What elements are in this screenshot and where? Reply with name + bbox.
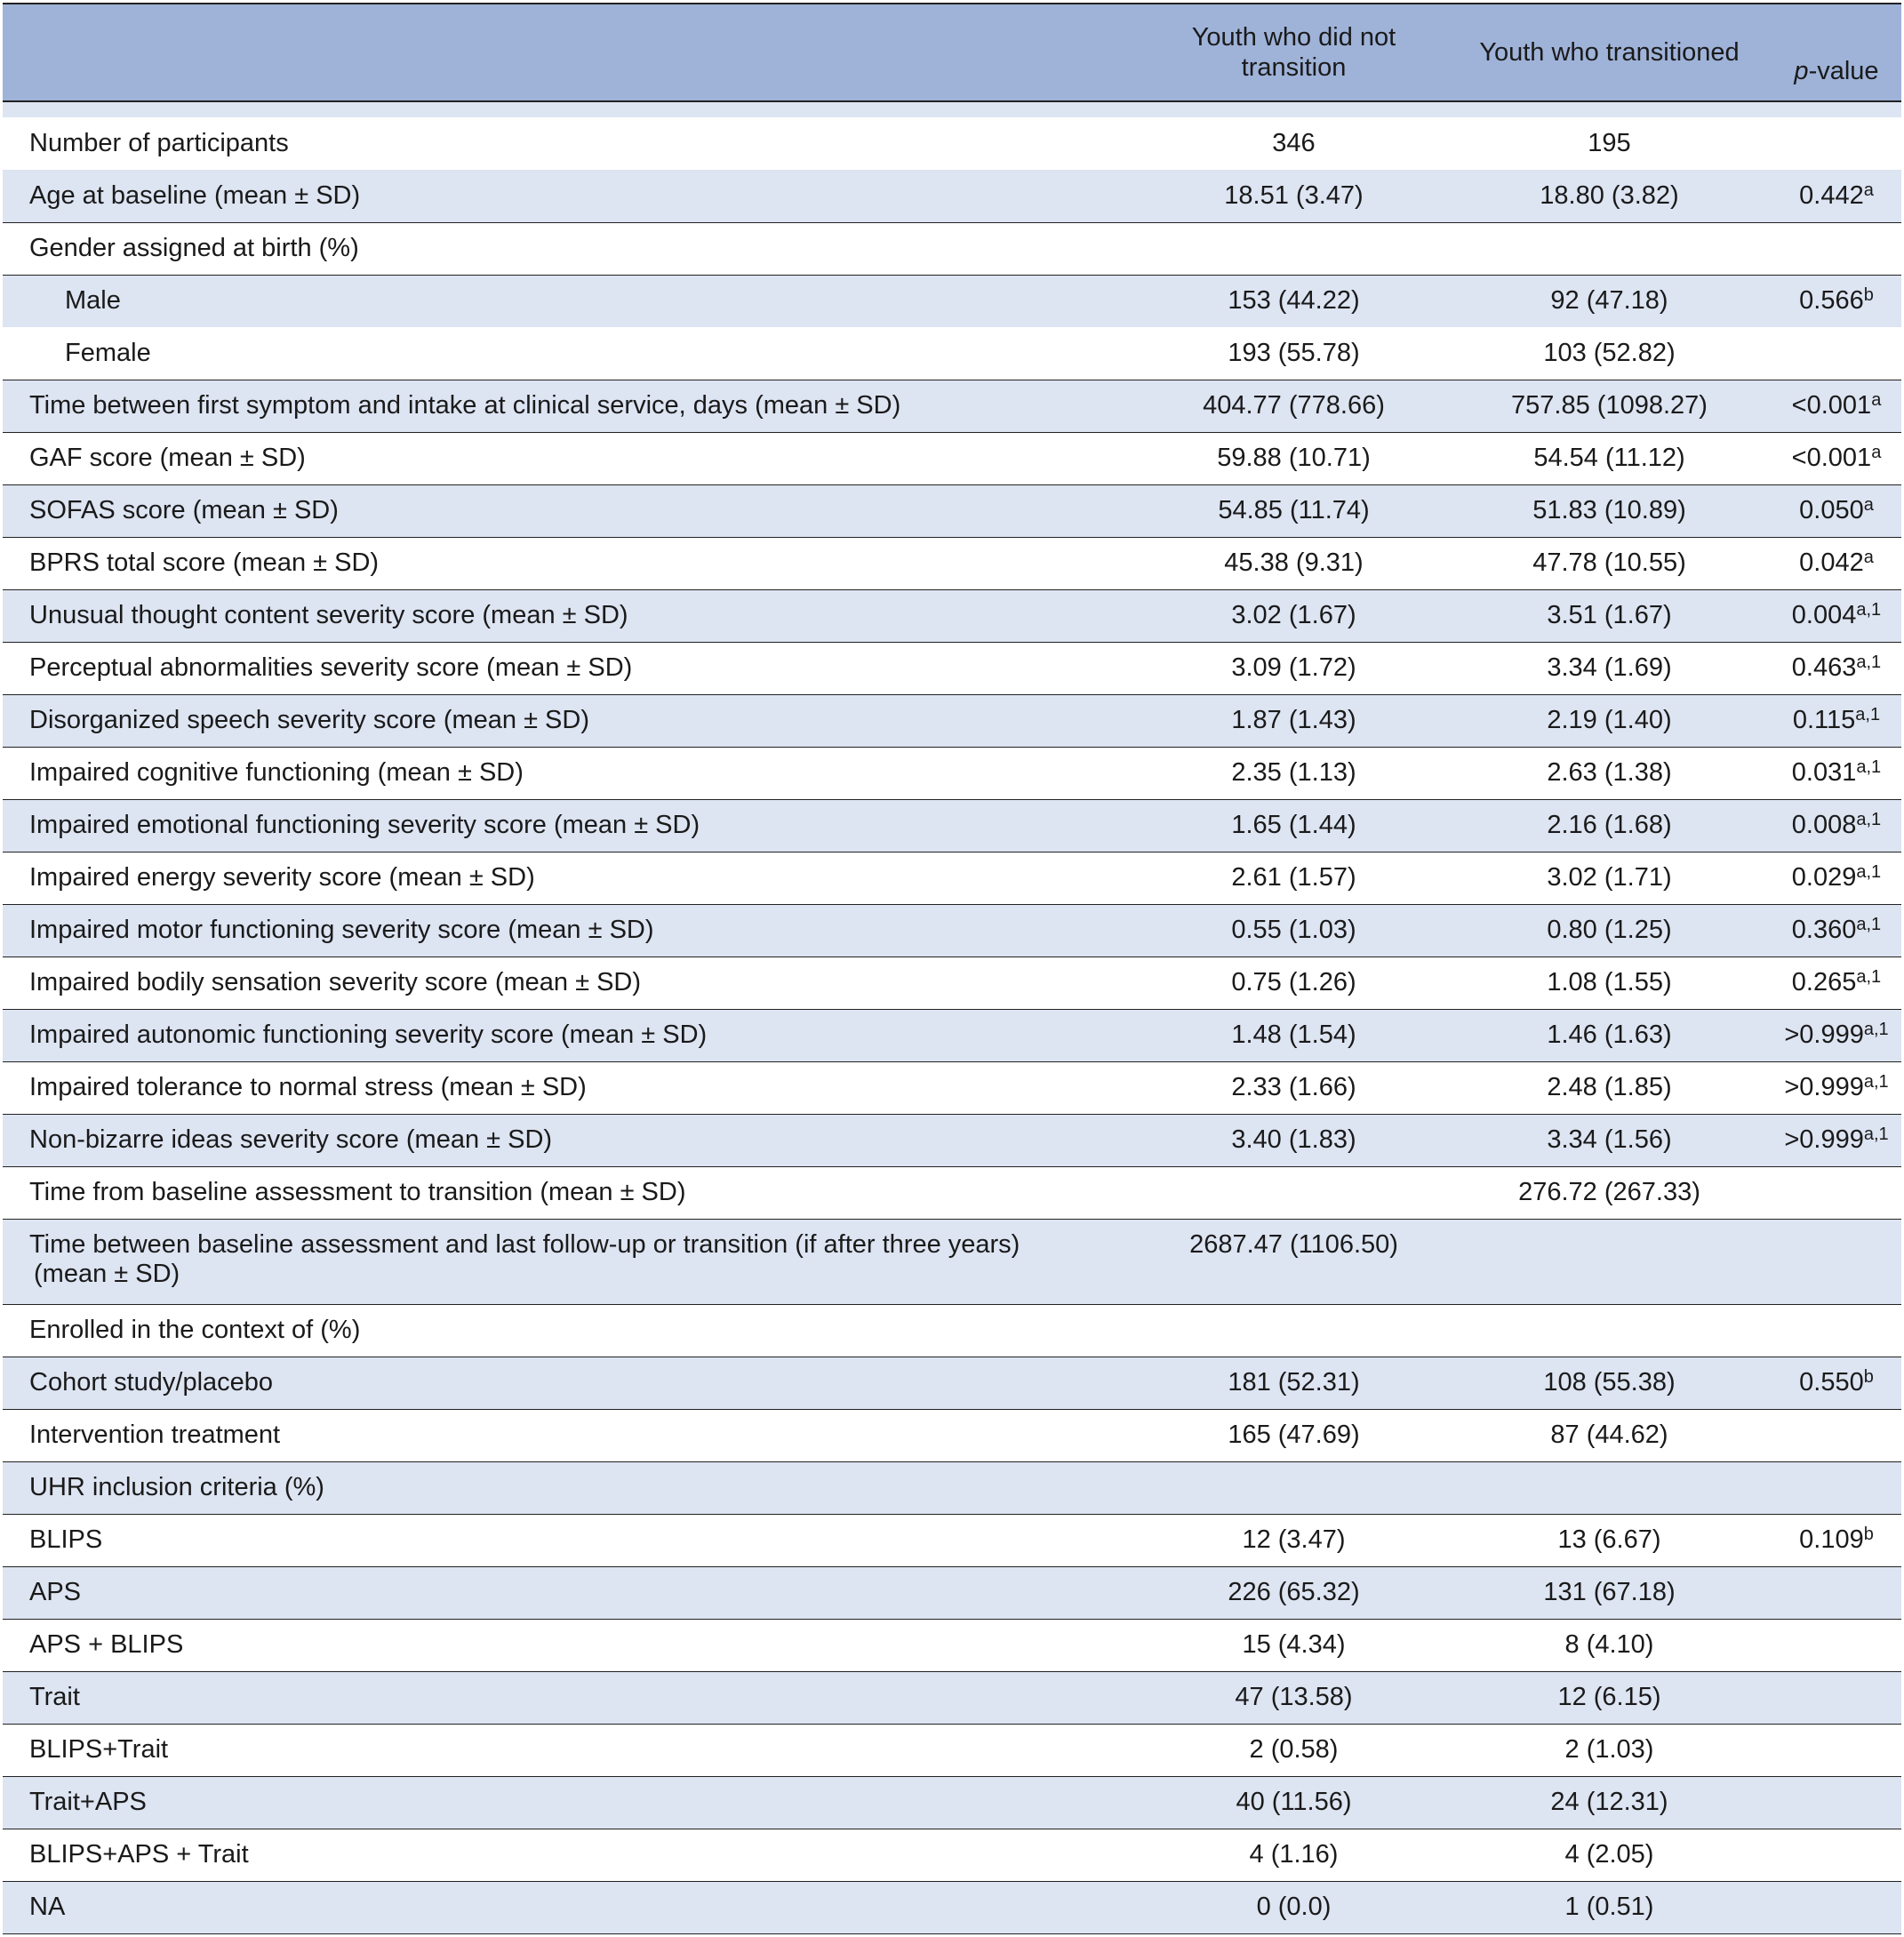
p-value-footnote: a,1 bbox=[1856, 652, 1882, 672]
p-value-footnote: a,1 bbox=[1863, 1020, 1889, 1039]
cell-p-value: 0.042$^a$ bbox=[1772, 537, 1901, 589]
cell-no-transition: 2687.47 (1106.50) bbox=[1140, 1219, 1447, 1304]
table-row bbox=[3, 956, 1901, 1009]
cell-no-transition: 153 (44.22) bbox=[1228, 286, 1360, 316]
row-label: BLIPS+APS + Trait bbox=[3, 1829, 1140, 1881]
table-row bbox=[3, 1514, 1901, 1566]
p-value-footnote: a bbox=[1863, 495, 1874, 515]
cell-no-transition bbox=[1140, 222, 1447, 275]
cell-no-transition: 15 (4.34) bbox=[1140, 1619, 1447, 1671]
cell-no-transition: 3.40 (1.83) bbox=[1140, 1114, 1447, 1166]
p-value-footnote: b bbox=[1863, 1525, 1874, 1544]
cell-p-value bbox=[1772, 1829, 1901, 1881]
table-row bbox=[3, 1881, 1901, 1933]
spacer-row bbox=[3, 101, 1901, 117]
cell-transition: 92 (47.18) bbox=[1550, 286, 1668, 316]
cell-transition: 3.02 (1.71) bbox=[1447, 852, 1772, 904]
table-row bbox=[3, 275, 1901, 327]
p-value-footnote: a bbox=[1871, 443, 1882, 462]
cell-transition: 47.78 (10.55) bbox=[1447, 537, 1772, 589]
cell-p-value: 0.029$^{a,1}$ bbox=[1772, 852, 1901, 904]
baseline-characteristics-table bbox=[3, 3, 1901, 1934]
table-row bbox=[3, 1829, 1901, 1881]
table-row bbox=[3, 799, 1901, 852]
cell-p-value: 0.550$^b$ bbox=[1772, 1357, 1901, 1409]
row-label: APS bbox=[3, 1566, 1140, 1619]
cell-transition bbox=[1447, 1219, 1772, 1304]
table-row bbox=[3, 1566, 1901, 1619]
cell-p-value: <0.001$^a$ bbox=[1772, 432, 1901, 484]
header-p-value: p-value bbox=[1794, 57, 1879, 85]
cell-transition: 8 (4.10) bbox=[1447, 1619, 1772, 1671]
cell-transition bbox=[1447, 1304, 1772, 1357]
row-label: NA bbox=[3, 1881, 1140, 1933]
row-label: Age at baseline (mean ± SD) bbox=[3, 170, 1140, 222]
cell-p-value: $>0.999^{a,1}$ bbox=[1772, 1061, 1901, 1114]
cell-transition: 87 (44.62) bbox=[1447, 1409, 1772, 1461]
p-value-footnote: a bbox=[1871, 390, 1882, 410]
cell-p-value: 0.566$^b$ bbox=[1799, 285, 1874, 316]
cell-transition: 757.85 (1098.27) bbox=[1447, 380, 1772, 432]
cell-p-value: $>0.999^{a,1}$ bbox=[1772, 1114, 1901, 1166]
cell-no-transition: 12 (3.47) bbox=[1140, 1514, 1447, 1566]
table-row bbox=[3, 904, 1901, 956]
cell-transition: 103 (52.82) bbox=[1447, 327, 1772, 380]
table-row bbox=[3, 1409, 1901, 1461]
row-label: BPRS total score (mean ± SD) bbox=[3, 537, 1140, 589]
cell-transition: 13 (6.67) bbox=[1447, 1514, 1772, 1566]
cell-no-transition: 54.85 (11.74) bbox=[1140, 484, 1447, 537]
cell-transition: 2.16 (1.68) bbox=[1447, 799, 1772, 852]
cell-p-value: 0.109$^b$ bbox=[1772, 1514, 1901, 1566]
cell-transition: 1 (0.51) bbox=[1447, 1881, 1772, 1933]
cell-no-transition: 1.65 (1.44) bbox=[1140, 799, 1447, 852]
row-label: Impaired emotional functioning severity score (mean ± SD) bbox=[3, 799, 1140, 852]
cell-transition: 1.08 (1.55) bbox=[1447, 956, 1772, 1009]
row-label: Impaired tolerance to normal stress (mean ± SD) bbox=[3, 1061, 1140, 1114]
table-row bbox=[3, 222, 1901, 275]
cell-no-transition: 0 (0.0) bbox=[1140, 1881, 1447, 1933]
cell-no-transition: 346 bbox=[1272, 129, 1316, 157]
cell-transition: 3.51 (1.67) bbox=[1447, 589, 1772, 642]
cell-no-transition: 45.38 (9.31) bbox=[1140, 537, 1447, 589]
cell-no-transition: 3.09 (1.72) bbox=[1140, 642, 1447, 694]
row-label: BLIPS bbox=[3, 1514, 1140, 1566]
cell-p-value: 0.442$^a$ bbox=[1772, 170, 1901, 222]
cell-no-transition: 4 (1.16) bbox=[1140, 1829, 1447, 1881]
cell-p-value bbox=[1772, 117, 1901, 170]
table-row bbox=[3, 1357, 1901, 1409]
p-value-footnote: a,1 bbox=[1856, 967, 1882, 987]
header-no-transition: Youth who did not transition bbox=[1191, 23, 1396, 82]
p-value-footnote: a bbox=[1863, 548, 1874, 567]
table-row bbox=[3, 1724, 1901, 1776]
table-row bbox=[3, 1114, 1901, 1166]
row-label: BLIPS+Trait bbox=[3, 1724, 1140, 1776]
cell-no-transition: 0.75 (1.26) bbox=[1140, 956, 1447, 1009]
cell-transition: 195 bbox=[1588, 129, 1631, 157]
cell-no-transition bbox=[1140, 1461, 1447, 1514]
row-label: Trait+APS bbox=[3, 1776, 1140, 1829]
cell-p-value: 0.265$^{a,1}$ bbox=[1772, 956, 1901, 1009]
cell-no-transition: 2.61 (1.57) bbox=[1140, 852, 1447, 904]
cell-p-value: 0.050$^a$ bbox=[1772, 484, 1901, 537]
cell-transition: 0.80 (1.25) bbox=[1447, 904, 1772, 956]
p-value-footnote: b bbox=[1863, 1367, 1874, 1387]
cell-no-transition: 165 (47.69) bbox=[1140, 1409, 1447, 1461]
cell-no-transition: 18.51 (3.47) bbox=[1140, 170, 1447, 222]
table-row bbox=[3, 1219, 1901, 1304]
row-label: Unusual thought content severity score (mean ± SD) bbox=[3, 589, 1140, 642]
row-label: Cohort study/placebo bbox=[3, 1357, 1140, 1409]
cell-no-transition: 59.88 (10.71) bbox=[1140, 432, 1447, 484]
cell-transition: 4 (2.05) bbox=[1447, 1829, 1772, 1881]
table-row bbox=[3, 694, 1901, 747]
table-row bbox=[3, 1776, 1901, 1829]
row-label: Time between baseline assessment and last follow-up or transition (if after three years) (mean ± SD) bbox=[3, 1219, 1140, 1304]
table-row bbox=[3, 1166, 1901, 1219]
cell-p-value: $>0.999^{a,1}$ bbox=[1772, 1009, 1901, 1061]
cell-no-transition: 2.35 (1.13) bbox=[1140, 747, 1447, 799]
cell-transition: 3.34 (1.56) bbox=[1447, 1114, 1772, 1166]
row-label: Time between first symptom and intake at clinical service, days (mean ± SD) bbox=[3, 380, 1140, 432]
row-label: Intervention treatment bbox=[3, 1409, 1140, 1461]
p-value-footnote: a,1 bbox=[1856, 862, 1882, 882]
cell-p-value bbox=[1772, 1776, 1901, 1829]
row-label: Impaired bodily sensation severity score (mean ± SD) bbox=[3, 956, 1140, 1009]
cell-transition: 276.72 (267.33) bbox=[1447, 1166, 1772, 1219]
table-row bbox=[3, 117, 1901, 170]
p-value-footnote: a bbox=[1863, 180, 1874, 200]
row-label: Gender assigned at birth (%) bbox=[3, 222, 1140, 275]
cell-transition: 24 (12.31) bbox=[1447, 1776, 1772, 1829]
table-row bbox=[3, 1061, 1901, 1114]
table-row bbox=[3, 537, 1901, 589]
cell-no-transition: 2 (0.58) bbox=[1140, 1724, 1447, 1776]
p-value-footnote: a,1 bbox=[1856, 810, 1882, 829]
row-label: Male bbox=[65, 286, 121, 316]
cell-no-transition: 226 (65.32) bbox=[1140, 1566, 1447, 1619]
header-row bbox=[3, 4, 1901, 101]
cell-transition: 1.46 (1.63) bbox=[1447, 1009, 1772, 1061]
row-label: Impaired cognitive functioning (mean ± SD) bbox=[3, 747, 1140, 799]
row-label: GAF score (mean ± SD) bbox=[3, 432, 1140, 484]
cell-p-value bbox=[1772, 327, 1901, 380]
cell-transition: 2.19 (1.40) bbox=[1447, 694, 1772, 747]
row-label: Impaired energy severity score (mean ± SD) bbox=[3, 852, 1140, 904]
row-label: Number of participants bbox=[29, 129, 289, 157]
p-value-footnote: a,1 bbox=[1856, 915, 1882, 934]
row-label: Perceptual abnormalities severity score (mean ± SD) bbox=[3, 642, 1140, 694]
cell-no-transition: 0.55 (1.03) bbox=[1140, 904, 1447, 956]
row-label: Enrolled in the context of (%) bbox=[3, 1304, 1140, 1357]
cell-transition: 18.80 (3.82) bbox=[1447, 170, 1772, 222]
cell-no-transition: 404.77 (778.66) bbox=[1140, 380, 1447, 432]
cell-transition: 3.34 (1.69) bbox=[1447, 642, 1772, 694]
table-row bbox=[3, 327, 1901, 380]
cell-no-transition bbox=[1140, 1304, 1447, 1357]
p-value-footnote: a,1 bbox=[1863, 1072, 1889, 1092]
cell-transition: 12 (6.15) bbox=[1447, 1671, 1772, 1724]
cell-p-value: 0.031$^{a,1}$ bbox=[1772, 747, 1901, 799]
header-transition: Youth who transitioned bbox=[1479, 38, 1740, 67]
table-row bbox=[3, 1619, 1901, 1671]
cell-no-transition: 40 (11.56) bbox=[1140, 1776, 1447, 1829]
cell-p-value: 0.004$^{a,1}$ bbox=[1772, 589, 1901, 642]
table-row bbox=[3, 747, 1901, 799]
cell-p-value: 0.360$^{a,1}$ bbox=[1772, 904, 1901, 956]
cell-p-value bbox=[1772, 1409, 1901, 1461]
cell-p-value bbox=[1772, 1671, 1901, 1724]
cell-transition bbox=[1447, 222, 1772, 275]
cell-p-value bbox=[1772, 1566, 1901, 1619]
row-label: Non-bizarre ideas severity score (mean ± SD) bbox=[3, 1114, 1140, 1166]
p-value-footnote: a,1 bbox=[1863, 1125, 1889, 1144]
cell-transition: 2.63 (1.38) bbox=[1447, 747, 1772, 799]
row-label: Trait bbox=[3, 1671, 1140, 1724]
table-row bbox=[3, 852, 1901, 904]
table-row bbox=[3, 484, 1901, 537]
cell-p-value bbox=[1772, 1304, 1901, 1357]
row-label: Impaired motor functioning severity score (mean ± SD) bbox=[3, 904, 1140, 956]
cell-no-transition: 47 (13.58) bbox=[1140, 1671, 1447, 1724]
cell-p-value bbox=[1772, 1219, 1901, 1304]
cell-no-transition: 193 (55.78) bbox=[1140, 327, 1447, 380]
table-row bbox=[3, 642, 1901, 694]
cell-p-value bbox=[1772, 1881, 1901, 1933]
cell-no-transition: 3.02 (1.67) bbox=[1140, 589, 1447, 642]
cell-p-value: 0.008$^{a,1}$ bbox=[1772, 799, 1901, 852]
cell-transition: 108 (55.38) bbox=[1447, 1357, 1772, 1409]
cell-transition: 51.83 (10.89) bbox=[1447, 484, 1772, 537]
row-label: Female bbox=[3, 327, 1140, 380]
cell-transition: 2.48 (1.85) bbox=[1447, 1061, 1772, 1114]
cell-transition: 131 (67.18) bbox=[1447, 1566, 1772, 1619]
cell-no-transition: 1.87 (1.43) bbox=[1140, 694, 1447, 747]
table-row bbox=[3, 1671, 1901, 1724]
table-row bbox=[3, 1009, 1901, 1061]
row-label: APS + BLIPS bbox=[3, 1619, 1140, 1671]
cell-p-value bbox=[1772, 1461, 1901, 1514]
cell-no-transition bbox=[1140, 1166, 1447, 1219]
cell-no-transition: 2.33 (1.66) bbox=[1140, 1061, 1447, 1114]
table-row bbox=[3, 1304, 1901, 1357]
p-value-footnote: a,1 bbox=[1856, 600, 1882, 620]
row-label: Time from baseline assessment to transition (mean ± SD) bbox=[3, 1166, 1140, 1219]
p-value-footnote: b bbox=[1863, 285, 1874, 306]
cell-p-value: 0.115$^{a,1}$ bbox=[1772, 694, 1901, 747]
cell-transition: 54.54 (11.12) bbox=[1447, 432, 1772, 484]
cell-p-value: <0.001$^a$ bbox=[1772, 380, 1901, 432]
table-row bbox=[3, 170, 1901, 222]
cell-p-value bbox=[1772, 222, 1901, 275]
table-row bbox=[3, 380, 1901, 432]
cell-transition: 2 (1.03) bbox=[1447, 1724, 1772, 1776]
row-label: SOFAS score (mean ± SD) bbox=[3, 484, 1140, 537]
row-label: Disorganized speech severity score (mean ± SD) bbox=[3, 694, 1140, 747]
table-row bbox=[3, 1461, 1901, 1514]
cell-p-value: 0.463$^{a,1}$ bbox=[1772, 642, 1901, 694]
p-value-footnote: a,1 bbox=[1856, 757, 1882, 777]
table-row bbox=[3, 589, 1901, 642]
cell-p-value bbox=[1772, 1619, 1901, 1671]
table-row bbox=[3, 432, 1901, 484]
row-label: UHR inclusion criteria (%) bbox=[3, 1461, 1140, 1514]
row-label: Impaired autonomic functioning severity score (mean ± SD) bbox=[3, 1009, 1140, 1061]
header-blank bbox=[3, 4, 1140, 101]
cell-no-transition: 181 (52.31) bbox=[1140, 1357, 1447, 1409]
cell-no-transition: 1.48 (1.54) bbox=[1140, 1009, 1447, 1061]
p-value-footnote: a,1 bbox=[1855, 705, 1881, 724]
cell-transition bbox=[1447, 1461, 1772, 1514]
cell-p-value bbox=[1772, 1166, 1901, 1219]
cell-p-value bbox=[1772, 1724, 1901, 1776]
